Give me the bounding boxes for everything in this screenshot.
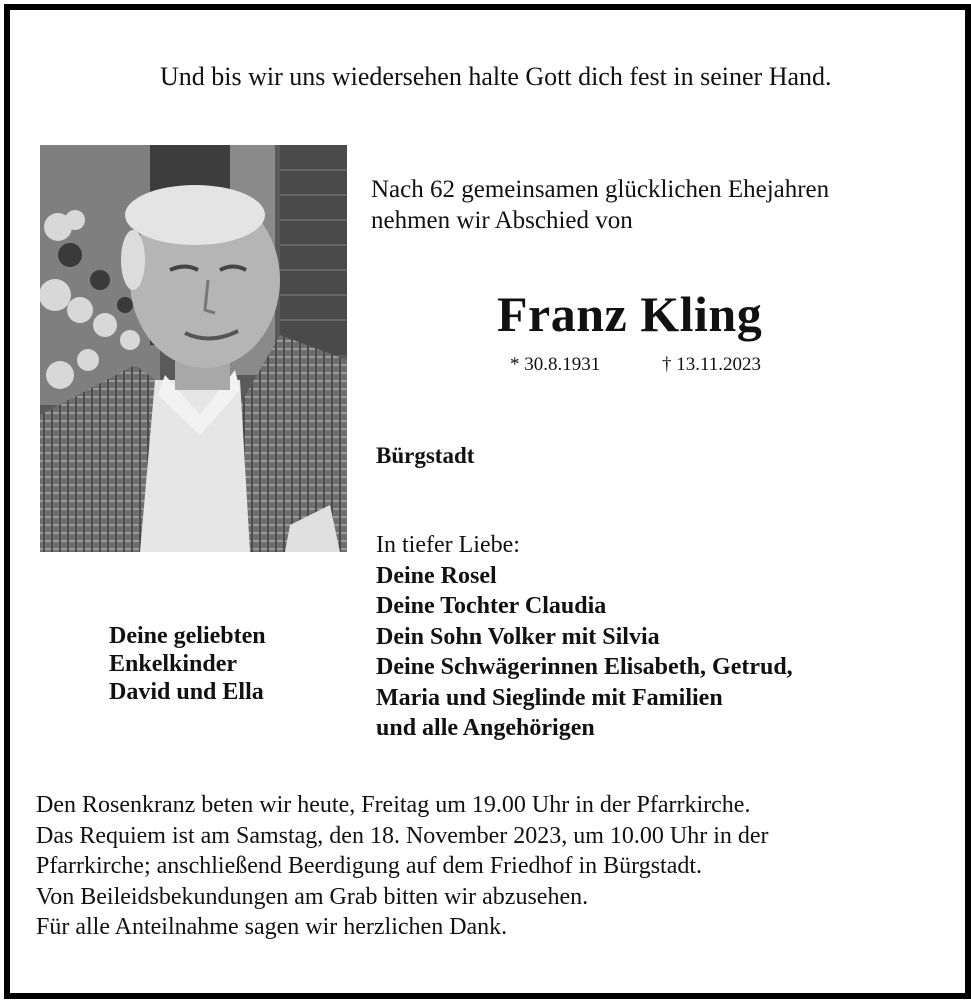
mourner-line: und alle Angehörigen xyxy=(376,715,595,741)
intro-text xyxy=(371,174,829,236)
verse-text: Und bis wir uns wiedersehen halte Gott dich fest in seiner Hand. xyxy=(160,62,832,91)
grandchildren-line: David und Ella xyxy=(109,679,264,705)
birth-date: * 30.8.1931 xyxy=(510,354,601,375)
death-date: † 13.11.2023 xyxy=(662,354,762,375)
intro-line-1: Nach 62 gemeinsamen glücklichen Ehejahren xyxy=(371,176,830,203)
footer-line: Pfarrkirche; anschließend Beerdigung auf dem Friedhof in Bürgstadt. xyxy=(36,853,703,879)
mourners-heading: In tiefer Liebe: xyxy=(376,532,520,558)
mourners-list xyxy=(376,530,793,744)
mourner-line: Maria und Sieglinde mit Familien xyxy=(376,684,723,711)
mourner-line: Deine Schwägerinnen Elisabeth, Getrud, xyxy=(376,654,793,680)
grandchildren-block xyxy=(109,622,266,706)
service-details xyxy=(36,790,769,943)
footer-line: Für alle Anteilnahme sagen wir herzlichen Dank. xyxy=(36,914,508,940)
grandchildren-line: Enkelkinder xyxy=(109,651,238,677)
intro-line-2: nehmen wir Abschied von xyxy=(371,207,633,234)
grandchildren-line: Deine geliebten xyxy=(109,623,266,649)
mourner-line: Dein Sohn Volker mit Silvia xyxy=(376,623,660,650)
deceased-name: Franz Kling xyxy=(497,286,763,342)
footer-line: Von Beileidsbekundungen am Grab bitten wir abzusehen. xyxy=(36,883,589,910)
mourner-line: Deine Tochter Claudia xyxy=(376,593,607,619)
hometown: Bürgstadt xyxy=(376,443,475,468)
portrait-photo xyxy=(40,145,347,552)
mourner-line: Deine Rosel xyxy=(376,562,497,589)
footer-line: Das Requiem ist am Samstag, den 18. November 2023, um 10.00 Uhr in der xyxy=(36,822,769,849)
footer-line: Den Rosenkranz beten wir heute, Freitag um 19.00 Uhr in der Pfarrkirche. xyxy=(36,792,751,818)
